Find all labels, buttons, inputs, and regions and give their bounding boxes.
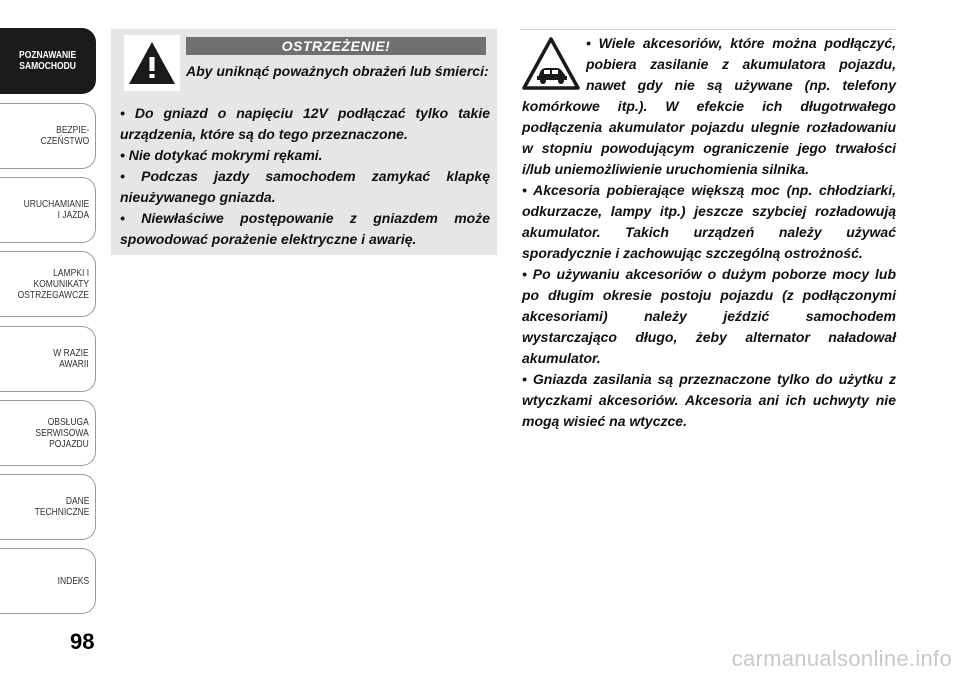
tab-obsluga-serwisowa[interactable]: [0, 400, 96, 466]
watermark: carmanualsonline.info: [731, 646, 952, 671]
tab-indeks[interactable]: [0, 548, 96, 614]
warning-triangle-icon: [124, 35, 180, 91]
warning-item: • Nie dotykać mokrymi rękami.: [120, 147, 323, 163]
page-number: 98: [70, 629, 95, 654]
tab-poznawanie-samochodu[interactable]: [0, 28, 96, 94]
caution-text: [522, 33, 896, 432]
warning-list: [120, 103, 490, 250]
tab-uruchamianie-i-jazda[interactable]: [0, 177, 96, 243]
tab-bezpieczenstwo[interactable]: [0, 103, 96, 169]
tab-label: URUCHAMIANIE I JAZDA: [23, 199, 89, 221]
divider: [520, 29, 896, 30]
tab-dane-techniczne[interactable]: [0, 474, 96, 540]
tab-w-razie-awarii[interactable]: [0, 326, 96, 392]
warning-item: • Niewłaściwe postępowanie z gniazdem może spowodować porażenie elektryczne i awarię.: [120, 210, 490, 247]
warning-title: OSTRZEŻENIE!: [186, 37, 486, 55]
tab-label: DANE TECHNICZNE: [34, 496, 89, 518]
tab-label: LAMPKI I KOMUNIKATY OSTRZEGAWCZE: [17, 267, 89, 301]
caution-item: • Wiele akcesoriów, które można podłączyć, pobiera zasilanie z akumulatora pojazdu, nawet gdy nie są używane (np. telefony komórkowe itp.). W efekcie ich długotrwałego podłączenia akumulator pojazdu ulegnie rozładowaniu w stopniu powodującym ograniczenie jego trwałości i/lub uniemożliwienie uruchomienia silnika.: [522, 35, 896, 177]
warning-box: [111, 29, 497, 255]
tab-label: OBSŁUGA SERWISOWA POJAZDU: [35, 416, 89, 450]
warning-intro: Aby uniknąć poważnych obrażeń lub śmierci:: [186, 63, 489, 79]
caution-item: • Akcesoria pobierające większą moc (np. chłodziarki, odkurzacze, lampy itp.) jeszcze szybciej rozładowują akumulator. Takich urządzeń należy używać sporadycznie i zachowując szczególną ostrożność.: [522, 182, 896, 261]
tab-lampki-i-komunikaty[interactable]: [0, 251, 96, 317]
tab-label: INDEKS: [57, 575, 89, 587]
tab-label: W RAZIE AWARII: [53, 348, 89, 370]
caution-item: • Gniazda zasilania są przeznaczone tylko do użytku z wtyczkami akcesoriów. Akcesoria ani ich uchwyty nie mogą wisieć na wtyczce.: [522, 371, 896, 429]
warning-item: • Podczas jazdy samochodem zamykać klapkę nieużywanego gniazda.: [120, 168, 490, 205]
warning-item: • Do gniazd o napięciu 12V podłączać tylko takie urządzenia, które są do tego przeznaczone.: [120, 105, 490, 142]
tab-label: POZNAWANIE SAMOCHODU: [18, 50, 77, 72]
caution-item: • Po używaniu akcesoriów o dużym poborze mocy lub po długim okresie postoju pojazdu (z podłączonymi akcesoriami) należy jeździć samochodem wystarczająco długo, żeby alternator naładował akumulator.: [522, 266, 896, 366]
tab-label: BEZPIE- CZEŃSTWO: [40, 125, 89, 147]
